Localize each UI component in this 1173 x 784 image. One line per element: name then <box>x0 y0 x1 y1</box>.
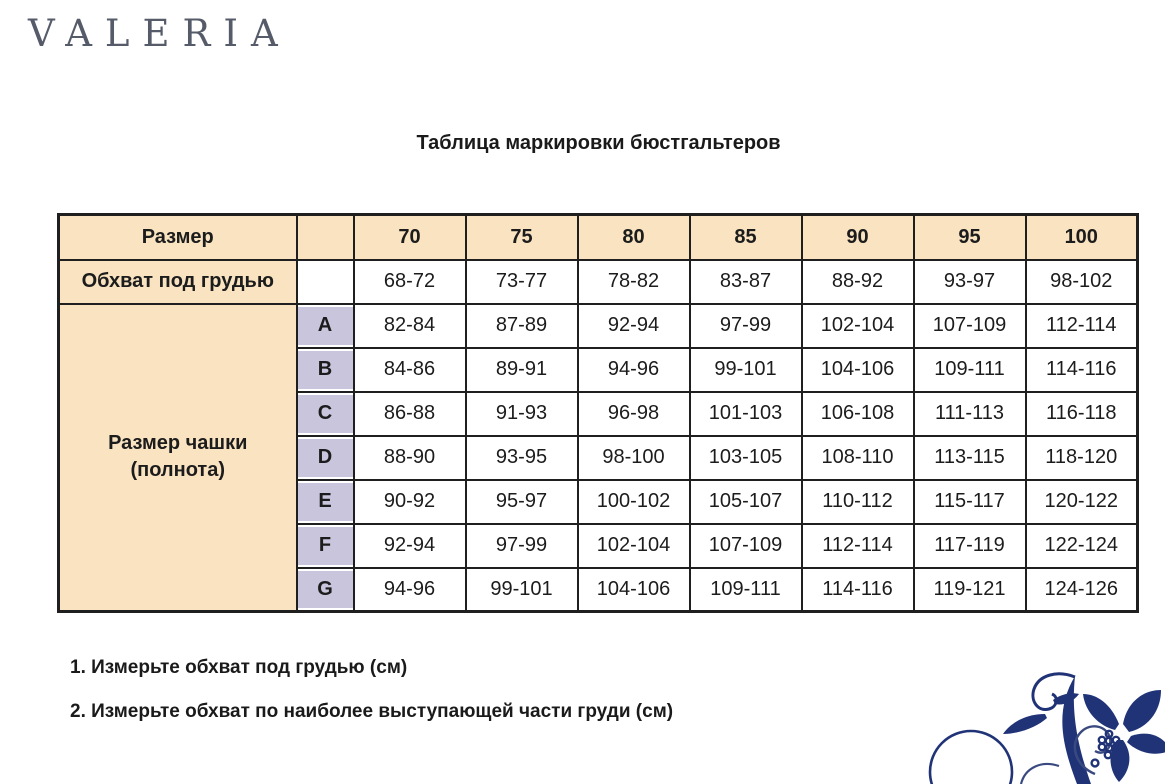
cup-value: 108-110 <box>802 436 914 480</box>
cup-value: 104-106 <box>802 348 914 392</box>
cup-value: 97-99 <box>466 524 578 568</box>
cup-row <box>59 304 1138 348</box>
cup-letter: F <box>297 524 354 568</box>
cup-value: 103-105 <box>690 436 802 480</box>
cup-value: 112-114 <box>802 524 914 568</box>
cup-value: 109-111 <box>914 348 1026 392</box>
underbust-value: 93-97 <box>914 260 1026 304</box>
cup-label-line1: Размер чашки <box>108 432 248 455</box>
cup-value: 82-84 <box>354 304 466 348</box>
cup-value: 86-88 <box>354 392 466 436</box>
size-col-header: 80 <box>578 215 690 260</box>
cup-letter: G <box>297 568 354 612</box>
floral-ornament-icon <box>925 670 1165 784</box>
cup-value: 107-109 <box>690 524 802 568</box>
cup-size-label <box>59 304 297 612</box>
cup-value: 97-99 <box>690 304 802 348</box>
cup-value: 96-98 <box>578 392 690 436</box>
cup-value: 106-108 <box>802 392 914 436</box>
cup-value: 101-103 <box>690 392 802 436</box>
cup-value: 105-107 <box>690 480 802 524</box>
size-col-header: 75 <box>466 215 578 260</box>
cup-value: 99-101 <box>466 568 578 612</box>
brand-logo: VALERIA <box>28 12 291 55</box>
cup-value: 109-111 <box>690 568 802 612</box>
cup-value: 91-93 <box>466 392 578 436</box>
cup-value: 112-114 <box>1026 304 1138 348</box>
underbust-value: 98-102 <box>1026 260 1138 304</box>
size-col-header: 100 <box>1026 215 1138 260</box>
corner-label: Размер <box>59 215 297 260</box>
cup-value: 88-90 <box>354 436 466 480</box>
cup-value: 117-119 <box>914 524 1026 568</box>
underbust-row <box>59 260 1138 304</box>
cup-value: 116-118 <box>1026 392 1138 436</box>
cup-value: 92-94 <box>578 304 690 348</box>
cup-value: 110-112 <box>802 480 914 524</box>
cup-value: 95-97 <box>466 480 578 524</box>
cup-value: 99-101 <box>690 348 802 392</box>
cup-value: 111-113 <box>914 392 1026 436</box>
underbust-value: 78-82 <box>578 260 690 304</box>
cup-letter: A <box>297 304 354 348</box>
empty-header-cell <box>297 215 354 260</box>
cup-value: 114-116 <box>802 568 914 612</box>
cup-value: 124-126 <box>1026 568 1138 612</box>
cup-value: 100-102 <box>578 480 690 524</box>
cup-value: 107-109 <box>914 304 1026 348</box>
instruction-step-2: 2. Измерьте обхват по наиболее выступающей части груди (см) <box>70 701 674 722</box>
cup-value: 84-86 <box>354 348 466 392</box>
cup-value: 90-92 <box>354 480 466 524</box>
cup-value: 104-106 <box>578 568 690 612</box>
cup-letter: D <box>297 436 354 480</box>
cup-label-line2: (полнота) <box>130 459 226 482</box>
cup-value: 93-95 <box>466 436 578 480</box>
cup-value: 89-91 <box>466 348 578 392</box>
cup-value: 92-94 <box>354 524 466 568</box>
cup-value: 94-96 <box>354 568 466 612</box>
size-table <box>57 213 1139 613</box>
cup-value: 115-117 <box>914 480 1026 524</box>
underbust-value: 83-87 <box>690 260 802 304</box>
underbust-label: Обхват под грудью <box>59 260 297 304</box>
empty-cell <box>297 260 354 304</box>
cup-value: 102-104 <box>578 524 690 568</box>
cup-value: 102-104 <box>802 304 914 348</box>
cup-letter: C <box>297 392 354 436</box>
size-col-header: 85 <box>690 215 802 260</box>
size-col-header: 95 <box>914 215 1026 260</box>
cup-value: 120-122 <box>1026 480 1138 524</box>
underbust-value: 88-92 <box>802 260 914 304</box>
cup-value: 122-124 <box>1026 524 1138 568</box>
cup-value: 113-115 <box>914 436 1026 480</box>
cup-letter: B <box>297 348 354 392</box>
size-header-row <box>59 215 1138 260</box>
cup-value: 114-116 <box>1026 348 1138 392</box>
page-title: Таблица маркировки бюстгальтеров <box>416 132 781 154</box>
size-col-header: 70 <box>354 215 466 260</box>
cup-value: 98-100 <box>578 436 690 480</box>
measurement-instructions <box>70 657 673 745</box>
cup-value: 119-121 <box>914 568 1026 612</box>
instruction-step-1: 1. Измерьте обхват под грудью (см) <box>70 657 408 678</box>
underbust-value: 68-72 <box>354 260 466 304</box>
underbust-value: 73-77 <box>466 260 578 304</box>
cup-value: 118-120 <box>1026 436 1138 480</box>
size-col-header: 90 <box>802 215 914 260</box>
cup-value: 94-96 <box>578 348 690 392</box>
cup-value: 87-89 <box>466 304 578 348</box>
cup-letter: E <box>297 480 354 524</box>
